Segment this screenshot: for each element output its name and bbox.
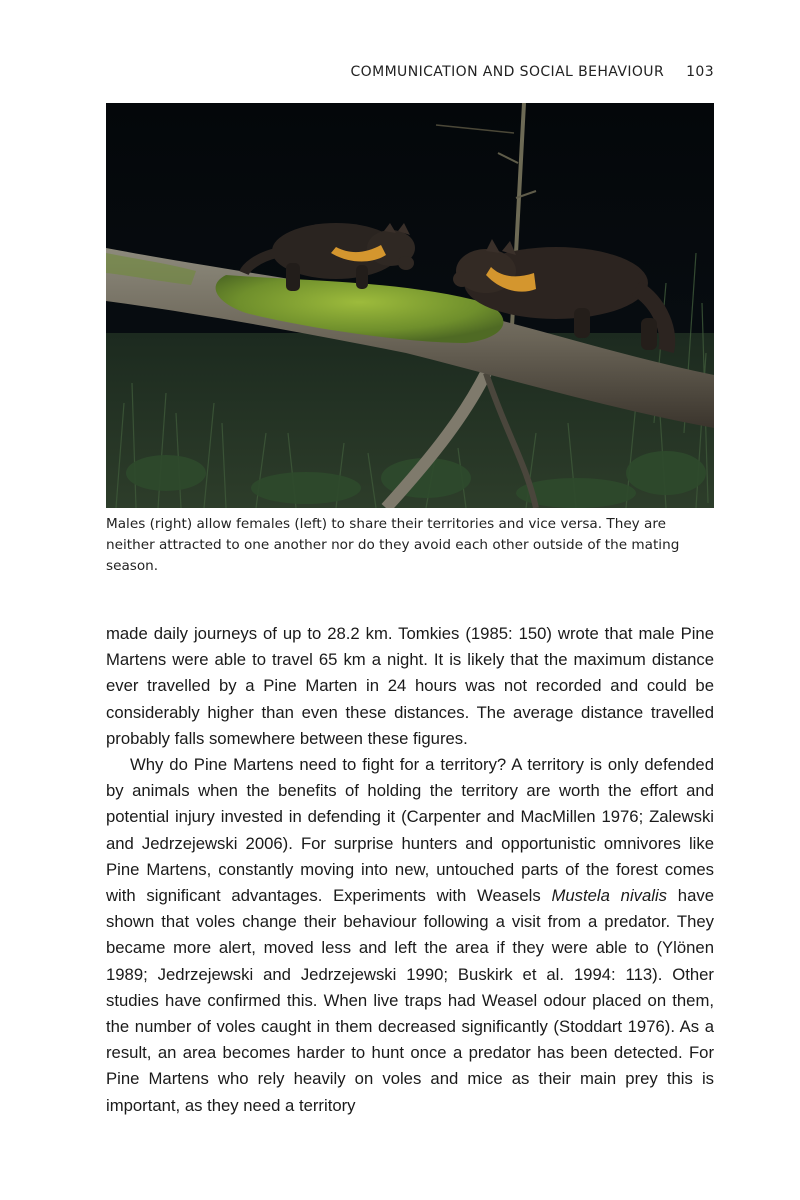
page-number: 103 (686, 64, 714, 80)
caption-text: Males (right) allow females (left) to share their territories and vice versa. They are neither attracted to one another nor do they avoid each other outside of the mating season. (106, 516, 680, 574)
running-title: COMMUNICATION AND SOCIAL BEHAVIOUR (350, 64, 665, 80)
paragraph-2-part-1: Why do Pine Martens need to fight for a territory? A territory is only defended by animals when the benefits of holding the territory are worth the effort and potential injury invested in defending it (Carpenter and MacMillen 1976; Zalewski and Jedrzejewski 2006). For surprise hunters and opportunistic omnivores like Pine Martens, constantly moving into new, untouched parts of the forest comes with significant advantages. Experiments with Weasels (106, 755, 714, 906)
photo-illustration (106, 103, 714, 508)
figure-caption (106, 514, 714, 577)
paragraph-2 (106, 752, 714, 1119)
paragraph-2-part-2: have shown that voles change their behaviour following a visit from a predator. They became more alert, moved less and left the area if they were able to (Ylönen 1989; Jedrzejewski and Jedrzejewski 1990; Buskirk et al. 1994: 113). Other studies have confirmed this. When live traps had Weasel odour placed on them, the number of voles caught in them decreased significantly (Stoddart 1976). As a result, an area becomes harder to hunt once a predator has been detected. For Pine Martens who rely heavily on voles and mice as their main prey this is important, as they need a territory (106, 886, 714, 1115)
running-head (106, 62, 714, 82)
species-name: Mustela nivalis (551, 886, 668, 906)
body-text (106, 621, 714, 1119)
pine-marten-photo (106, 103, 714, 508)
paragraph-1: made daily journeys of up to 28.2 km. Tomkies (1985: 150) wrote that male Pine Martens were able to travel 65 km a night. It is likely that the maximum distance ever travelled by a Pine Marten in 24 hours was not recorded and could be considerably higher than even these distances. The average distance travelled probably falls somewhere between these figures. (106, 624, 714, 748)
